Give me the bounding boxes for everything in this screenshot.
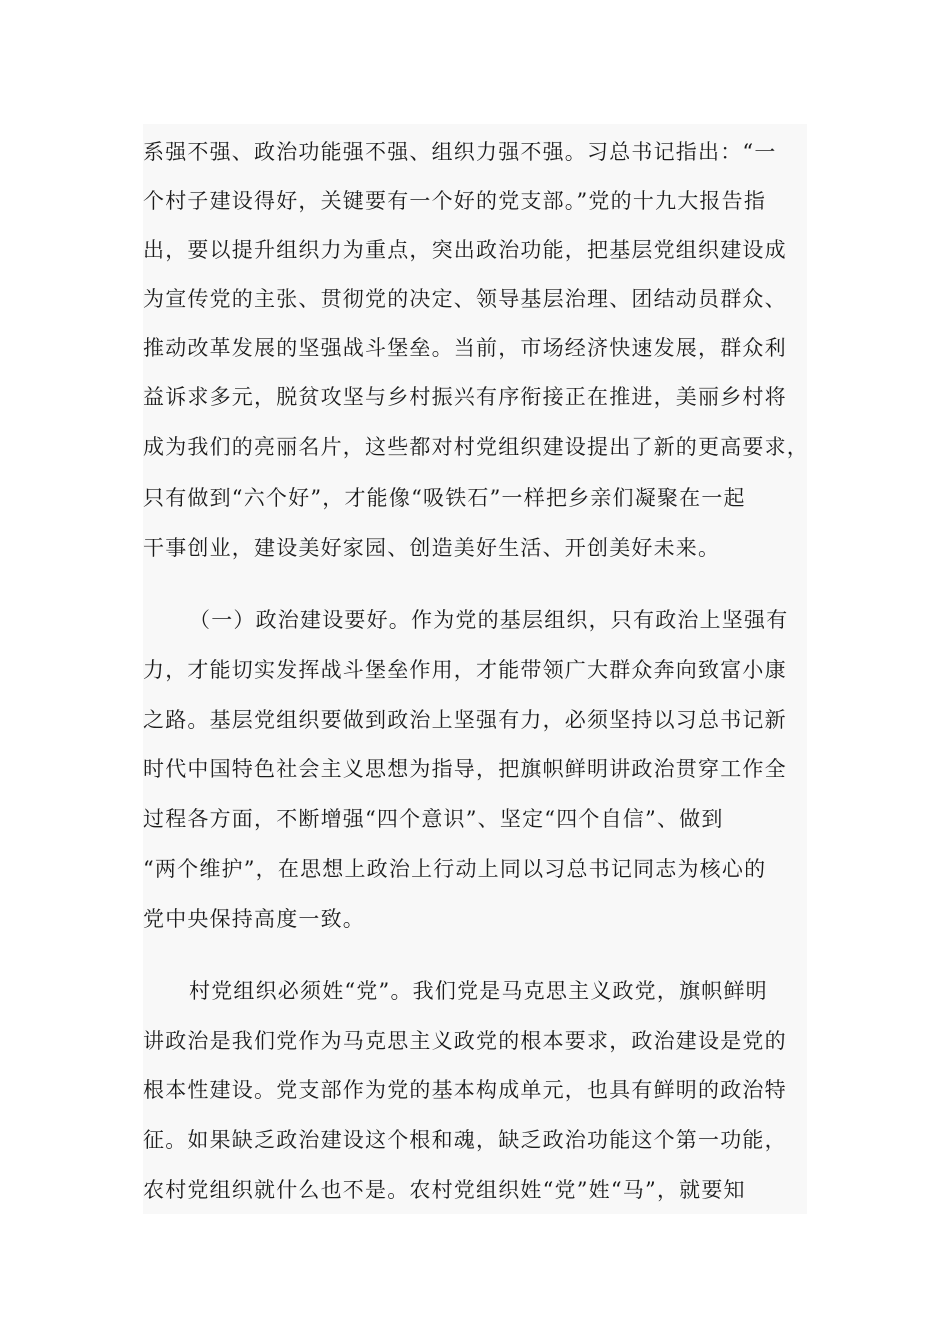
text-line: 农村党组织就什么也不是。农村党组织姓“党”姓“马”，就要知: [143, 1178, 746, 1202]
text-line: 只有做到“六个好”，才能像“吸铁石”一样把乡亲们凝聚在一起: [143, 486, 746, 510]
text-line: 为宣传党的主张、贯彻党的决定、领导基层治理、团结动员群众、: [143, 287, 787, 311]
text-line: 根本性建设。党支部作为党的基本构成单元，也具有鲜明的政治特: [143, 1078, 787, 1102]
text-line: 征。如果缺乏政治建设这个根和魂，缺乏政治功能这个第一功能，: [143, 1128, 787, 1152]
text-line: 讲政治是我们党作为马克思主义政党的根本要求，政治建设是党的: [143, 1029, 787, 1053]
text-line: 益诉求多元，脱贫攻坚与乡村振兴有序衔接正在推进，美丽乡村将: [143, 385, 787, 409]
text-line: 过程各方面，不断增强“四个意识”、坚定“四个自信”、做到: [143, 807, 724, 831]
text-line: 力，才能切实发挥战斗堡垒作用，才能带领广大群众奔向致富小康: [143, 658, 787, 682]
text-line: 村党组织必须姓“党”。我们党是马克思主义政党，旗帜鲜明: [189, 979, 768, 1003]
text-line: 系强不强、政治功能强不强、组织力强不强。习总书记指出：“一: [143, 140, 777, 164]
text-line: 出，要以提升组织力为重点，突出政治功能，把基层党组织建设成: [143, 238, 787, 262]
text-line: 个村子建设得好，关键要有一个好的党支部。”党的十九大报告指: [143, 189, 767, 213]
text-line: 推动改革发展的坚强战斗堡垒。当前，市场经济快速发展，群众利: [143, 336, 787, 360]
text-line: 干事创业，建设美好家园、创造美好生活、开创美好未来。: [143, 536, 721, 560]
document-page: [143, 124, 807, 1214]
text-line: 时代中国特色社会主义思想为指导，把旗帜鲜明讲政治贯穿工作全: [143, 757, 787, 781]
text-line: 之路。基层党组织要做到政治上坚强有力，必须坚持以习总书记新: [143, 708, 787, 732]
text-line: 党中央保持高度一致。: [143, 907, 365, 931]
text-line: “两个维护”，在思想上政治上行动上同以习总书记同志为核心的: [143, 857, 767, 881]
text-line: 成为我们的亮丽名片，这些都对村党组织建设提出了新的更高要求，: [143, 435, 809, 459]
text-line: （一）政治建设要好。作为党的基层组织，只有政治上坚强有: [189, 608, 789, 632]
